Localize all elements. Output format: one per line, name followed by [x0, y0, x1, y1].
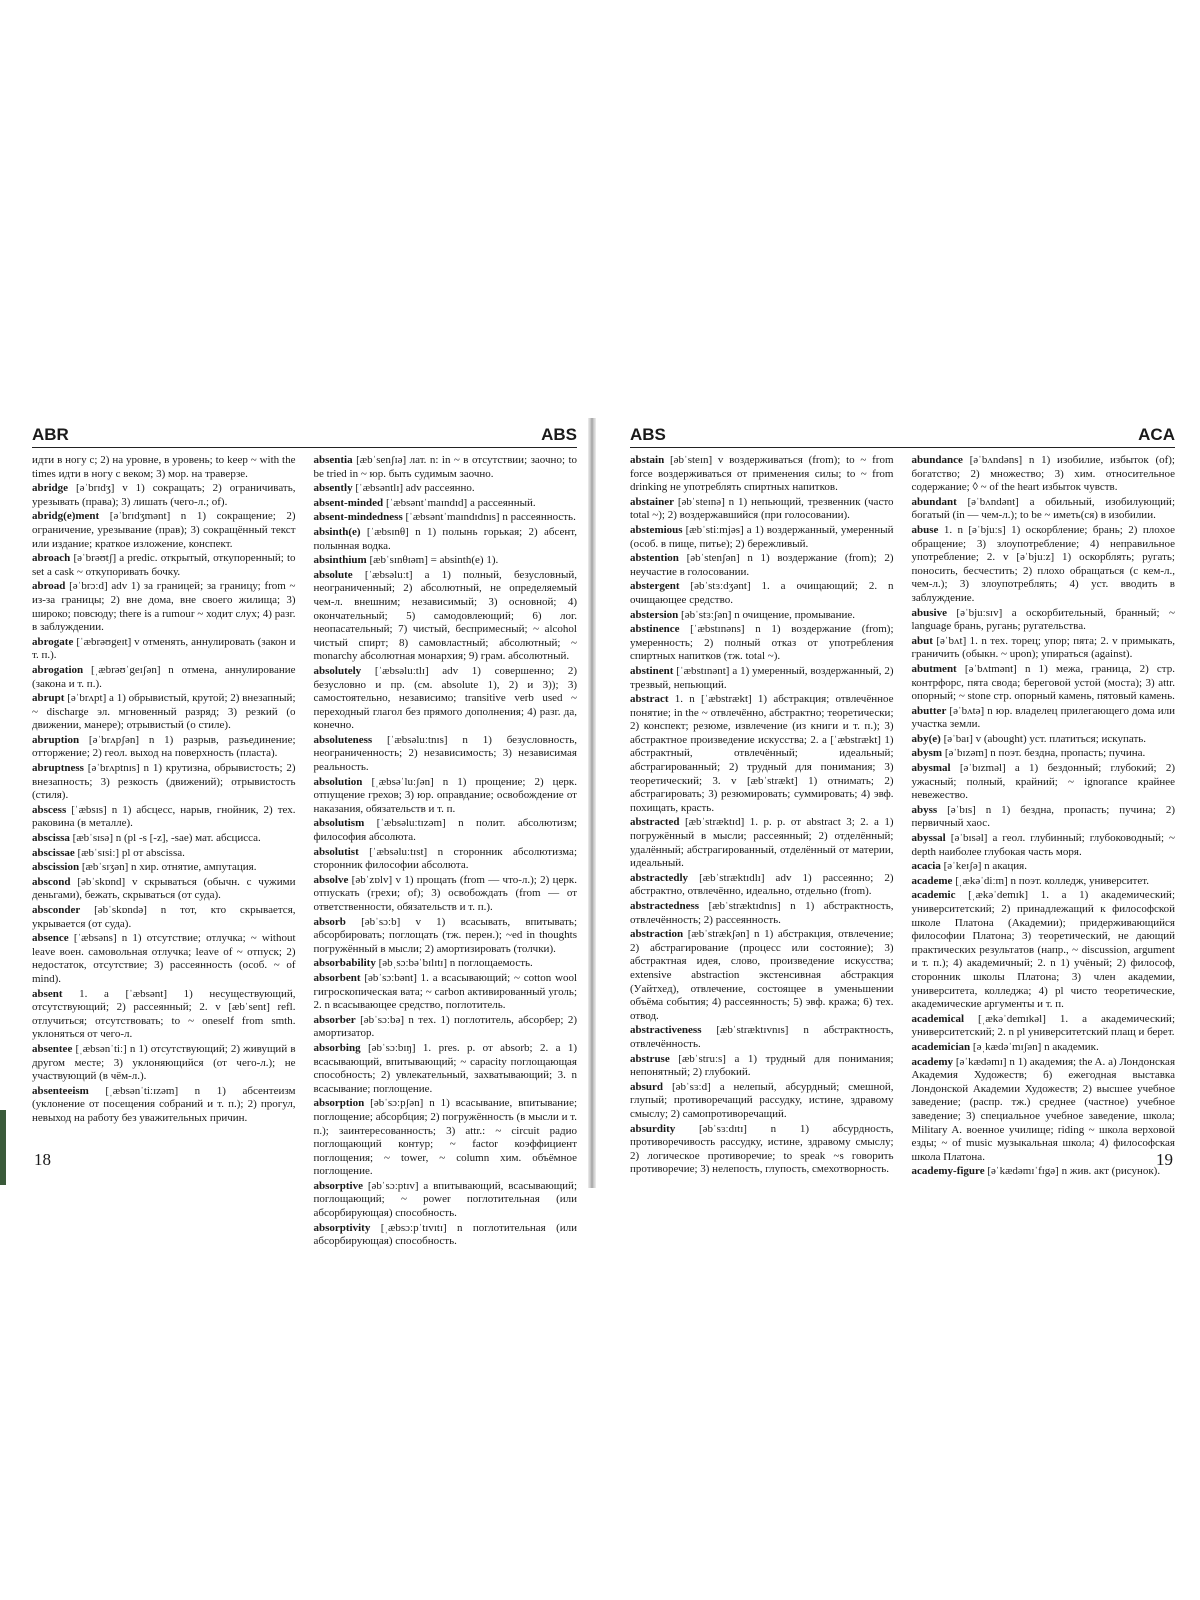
dictionary-entry — [630, 872, 894, 899]
entry-headword: abundance — [911, 454, 963, 466]
dictionary-entry — [912, 804, 1176, 831]
dictionary-entry — [314, 1097, 578, 1179]
entry-definition: [əˌkædəˈmɪʃən] n академик. — [972, 1040, 1099, 1053]
left-page-number: 18 — [34, 1150, 51, 1169]
entry-headword: abrogation — [32, 663, 84, 676]
dictionary-entry — [32, 904, 296, 931]
entry-headword: abstemious — [630, 523, 683, 536]
entry-definition: [əbˈsɔːptɪv] a впитывающий, всасывающий; поглощающий; ~ power поглотительная (или абсорбирующая) способность. — [313, 1179, 577, 1220]
dictionary-entry — [630, 1123, 894, 1177]
dictionary-entry — [912, 860, 1176, 874]
entry-headword: abridg(e)ment — [32, 510, 100, 523]
entry-definition: [əˈbrʌpʃən] n 1) разрыв, разъединение; отторжение; 2) геол. выход на поверхность (пласта). — [32, 733, 296, 760]
entry-definition: [ˌækəˈdemɪk] 1. a 1) академический; университетский; 2) принадлежащий к философской школе Платона (Академии); придерживающийся философии Платона; 3) теоретический, не дающий практических результатов (напр., ~ discussion, argument и т. п.); 4) академичный; 2. n 1) учёный; 2) философ, сторонник школы Платона; 3) член академии, университета, колледжа; 4) pl чисто теоретические, академические аргументы и т. п. — [911, 889, 1175, 1011]
entry-definition: [əˈbrʌptnɪs] n 1) крутизна, обрывистость; 2) внезапность; 3) резкость (движений); отрывистость (стиля). — [32, 762, 296, 802]
dictionary-entry — [630, 928, 894, 1023]
dictionary-entry — [314, 916, 578, 957]
entry-headword: absence — [32, 932, 69, 945]
entry-headword: academy-figure — [911, 1165, 985, 1178]
entry-headword: abstracted — [630, 816, 680, 829]
dictionary-entry — [314, 1222, 578, 1249]
dictionary-entry — [912, 1041, 1176, 1055]
dictionary-entry — [32, 847, 296, 861]
entry-definition: 1. n [ˈæbstrækt] 1) абстракция; отвлечённое понятие; in the ~ отвлечённо, абстрактно; теоретически; 2) конспект; резюме, извлечение (из книги и т. п.); 3) абстрактное произведение искусства; 2. a [ˈæbstrækt] 1) абстрактный, отвлечённый; идеальный; абстрагированный; 2) трудный для понимания; 3) теоретический; 3. v [æbˈstrækt] 1) отнимать; 2) абстрагировать; 3) резюмировать; суммировать; 4) эвф. похищать, красть. — [630, 693, 894, 814]
entry-headword: absoluteness — [313, 733, 373, 746]
dictionary-entry — [630, 1053, 894, 1080]
book-gutter — [588, 418, 596, 1188]
dictionary-entry — [912, 635, 1176, 662]
dictionary-entry — [314, 1042, 578, 1096]
dictionary-entry — [314, 569, 578, 664]
entry-headword: abstraction — [630, 928, 684, 941]
entry-headword: absurdity — [630, 1122, 676, 1135]
entry-definition: [əˈbaɪ] v (abought) уст. платиться; искупать. — [943, 732, 1147, 745]
entry-headword: absinth(e) — [313, 525, 361, 538]
entry-definition: [əbˈzɒlv] v 1) прощать (from — что-л.); 2) церк. отпускать (грехи; of); 3) освобождать (from — от ответственности, обязательств и т. п.). — [313, 873, 577, 913]
entry-definition: [ˈæbrəʊgeɪt] v отменять, аннулировать (закон и т. п.). — [32, 635, 296, 662]
right-page-number: 19 — [1156, 1150, 1173, 1169]
dictionary-entry — [32, 932, 296, 986]
entry-headword: abstract — [630, 693, 669, 706]
left-page — [32, 425, 578, 1248]
entry-definition: [æbˈsɪsə] n (pl -s [-z], -sae) мат. абсцисса. — [72, 832, 261, 845]
entry-headword: abysmal — [911, 762, 951, 775]
entry-headword: absent-mindedness — [313, 511, 403, 524]
entry-definition: [ˈæbsəntˈmaɪndɪd] a рассеянный. — [385, 496, 536, 509]
dictionary-entry — [912, 1165, 1176, 1179]
entry-headword: absorptivity — [313, 1221, 371, 1234]
entry-headword: abstruse — [630, 1052, 670, 1065]
dictionary-entry — [32, 580, 296, 634]
dictionary-entry — [32, 482, 296, 509]
entry-definition: [ˈæbsəluːtɪst] n сторонник абсолютизма; сторонник философии абсолюта. — [313, 845, 577, 872]
dictionary-entry — [912, 524, 1176, 606]
entry-definition: идти в ногу с; 2) на уровне, в уровень; to keep ~ with the times идти в ногу с веком; 3) мор. на траверзе. — [32, 454, 296, 480]
entry-headword: abroach — [32, 552, 71, 565]
dictionary-entry — [314, 846, 578, 873]
entry-definition: [əˈbrɪdʒmənt] n 1) сокращение; 2) ограничение, урезывание (прав); 3) сокращённый текст или издание; краткое изложение, конспект. — [32, 510, 296, 550]
entry-definition: [əbˈsɔːbə] n тех. 1) поглотитель, абсорбер; 2) амортизатор. — [313, 1013, 578, 1040]
entry-definition: [ˈæbsəntˈmaɪndɪdnɪs] n рассеянность. — [405, 511, 576, 524]
dictionary-entry — [314, 554, 578, 568]
dictionary-entry — [314, 776, 578, 817]
entry-definition: [ˌæbsɔːpˈtɪvɪtɪ] n поглотительная (или абсорбирующая) способность. — [313, 1221, 578, 1248]
entry-definition: [əˈbɪzməl] a 1) бездонный; глубокий; 2) ужасный; полный, крайний; ~ ignorance крайнее невежество. — [911, 762, 1175, 802]
entry-headword: abscissa — [32, 832, 70, 845]
entry-definition: [əbˈstenʃən] n 1) воздержание (from); 2) неучастие в голосовании. — [630, 552, 894, 578]
dictionary-entry — [32, 636, 296, 663]
dictionary-entry — [314, 734, 578, 775]
entry-headword: abruption — [32, 733, 80, 746]
entry-definition: [əˈkeɪʃə] n акация. — [943, 860, 1027, 873]
entry-headword: academic — [911, 889, 956, 902]
dictionary-entry — [912, 1013, 1176, 1040]
entry-definition: [ˌæbsənˈtiːɪzəm] n 1) абсентеизм (уклонение от посещения собраний и т. п.); 2) прогул, невыход на работу без уважительных причин. — [32, 1084, 296, 1124]
dictionary-entry — [32, 988, 296, 1042]
left-column-1 — [32, 454, 296, 1134]
dictionary-entry — [630, 496, 894, 523]
entry-definition: [ˈæbsəluːt] a 1) полный, безусловный, неограниченный; 2) абсолютный, не определяемый чем-л. внешним; независимый; 3) основной; 4) окончательный; 5) самодовлеющий; 6) лог. неопасательный; 7) чистый, беспримесный; ~ alcohol чистый спирт; 8) самовластный; абсолютный; ~ monarchy абсолютная монархия; 9) грам. абсолютный. — [313, 568, 578, 663]
entry-definition: [əˈbʌtmənt] n 1) межа, граница, 2) стр. контрфорс, пята свода; береговой устой (моста); 3) attr. опорный; ~ stone стр. опорный камень, пятовый камень. — [911, 662, 1175, 703]
entry-headword: absolution — [313, 775, 363, 788]
entry-headword: abstractedness — [630, 900, 700, 912]
entry-headword: absent-minded — [313, 496, 384, 509]
entry-definition: [əˈbʌndənt] a обильный, изобилующий; богатый (in — чем-л.); to be ~ иметь(ся) в изобилии. — [911, 495, 1175, 522]
dictionary-entry — [912, 454, 1176, 495]
entry-headword: abridge — [32, 482, 69, 495]
dictionary-entry — [32, 861, 296, 875]
left-head-first-word: ABR — [32, 425, 69, 444]
dictionary-entry — [32, 1085, 296, 1126]
entry-definition: [ˈæbstɪnəns] n 1) воздержание (from); умеренность; 2) полный отказ от употребления спиртных напитков (тж. total ~). — [630, 623, 894, 663]
dictionary-entry — [912, 762, 1176, 803]
entry-definition: [əˈkædəmɪˈfɪgə] n жив. акт (рисунок). — [987, 1165, 1161, 1178]
entry-definition: [əˈbʌtə] n юр. владелец прилегающего дома или участка земли. — [911, 704, 1176, 731]
dictionary-entry — [314, 454, 578, 481]
left-head-last-word: ABS — [541, 425, 577, 444]
entry-headword: absconder — [32, 904, 81, 916]
dictionary-entry — [630, 454, 894, 495]
dictionary-entry — [630, 1081, 894, 1122]
entry-definition: [əbˈskɒnd] v скрываться (обычн. с чужими деньгами), бежать, скрываться (от суда). — [32, 875, 296, 902]
entry-definition: [əˈbrɪdʒ] v 1) сокращать; 2) ограничивать, урезывать (права); 3) лишать (чего-л.; of). — [32, 482, 296, 508]
entry-definition: [ˈæbstɪnənt] a 1) умеренный, воздержанный, 2) трезвый, непьющий. — [630, 664, 894, 691]
entry-headword: absently — [313, 482, 353, 495]
entry-definition: [əˈbrəʊtʃ] a predic. открытый, откупоренный; to set a cask ~ откупоривать бочку. — [32, 552, 296, 578]
right-column-1 — [630, 454, 894, 1176]
dictionary-entry — [630, 816, 894, 870]
entry-headword: abysm — [911, 747, 943, 760]
entry-definition: [əbˈsteɪnə] n 1) непьющий, трезвенник (часто total ~); 2) воздержавшийся (при голосовании). — [630, 495, 894, 522]
dictionary-entry — [314, 957, 578, 971]
entry-headword: abusive — [911, 606, 947, 619]
entry-headword: absorbent — [313, 971, 361, 984]
entry-headword: abuse — [911, 523, 939, 536]
entry-headword: absolutely — [313, 664, 362, 677]
entry-definition: [ˈæbsəns] n 1) отсутствие; отлучка; ~ without leave воен. самовольная отлучка; leave of ~ отпуск; 2) недостаток, отсутствие; 3) рассеянность (особ. ~ of mind). — [32, 932, 296, 985]
entry-headword: absolve — [313, 873, 349, 886]
entry-headword: absorptive — [313, 1179, 363, 1192]
entry-definition: [æbˈstruːs] a 1) трудный для понимания; непонятный; 2) глубокий. — [630, 1052, 894, 1079]
dictionary-entry — [630, 552, 894, 579]
entry-headword: abutter — [911, 704, 947, 717]
entry-headword: abundant — [911, 495, 957, 508]
dictionary-entry — [912, 747, 1176, 761]
entry-headword: absenteeism — [32, 1084, 89, 1097]
entry-headword: absorption — [313, 1097, 365, 1110]
entry-definition: [ˌækəˈdemɪkəl] 1. a академический; университетский; 2. n pl университетский плащ и берет. — [911, 1012, 1175, 1039]
dictionary-entry — [630, 665, 894, 692]
entry-headword: abscess — [32, 803, 67, 816]
dictionary-entry — [314, 497, 578, 511]
dictionary-entry — [912, 832, 1176, 859]
dictionary-entry — [912, 1056, 1176, 1165]
right-head-first-word: ABS — [630, 425, 666, 444]
entry-headword: academician — [911, 1040, 971, 1053]
entry-definition: [ˈæbsɪnθ] n 1) полынь горькая; 2) абсент, полынная водка. — [313, 525, 578, 552]
dictionary-entry — [32, 664, 296, 691]
entry-definition: [əbˈsɔːbənt] 1. a всасывающий; ~ cotton wool гигроскопическая вата; ~ carbon активированный уголь; 2. n всасывающее средство, поглотитель. — [313, 971, 577, 1012]
dictionary-entry — [912, 663, 1176, 704]
entry-headword: abyss — [911, 803, 938, 816]
entry-headword: absolutism — [313, 817, 365, 830]
dictionary-entry — [32, 876, 296, 903]
page-edge-mark — [0, 1110, 6, 1185]
entry-definition: [ˈæbsəluːtlɪ] adv 1) совершенно; 2) безусловно и пр. (см. absolute 1), 2) и 3)); 3) самостоятельно, независимо; transitive verb used ~ переходный глагол без прямого дополнения; 4) разг. да, конечно. — [313, 664, 577, 732]
entry-headword: absurd — [630, 1080, 664, 1093]
right-head-last-word: ACA — [1138, 425, 1175, 444]
entry-headword: abruptness — [32, 762, 84, 775]
dictionary-entry — [32, 510, 296, 551]
entry-definition: [əˈbjuːsɪv] a оскорбительный, бранный; ~ language брань, ругань; ругательства. — [911, 606, 1175, 633]
entry-definition: [əbˌsɔːbəˈbɪlɪtɪ] n поглощаемость. — [378, 957, 533, 970]
entry-definition: [əˈbrʌpt] a 1) обрывистый, крутой; 2) внезапный; ~ discharge эл. мгновенный разряд; 3) резкий (о движении, манере); отрывистый (о стиле). — [32, 692, 296, 732]
dictionary-entry — [32, 762, 296, 803]
entry-headword: abstinent — [630, 664, 674, 677]
dictionary-entry — [314, 972, 578, 1013]
entry-definition: [əbˈskɒndə] n тот, кто скрывается, укрывается (от суда). — [32, 904, 296, 930]
entry-definition: [ˌæbrəʊˈgeɪʃən] n отмена, аннулирование (закона и т. п.). — [32, 663, 296, 690]
dictionary-entry — [630, 900, 894, 927]
dictionary-entry — [912, 496, 1176, 523]
dictionary-entry — [32, 692, 296, 733]
entry-definition: [əbˈstɜːʃən] n очищение, промывание. — [681, 608, 855, 621]
entry-headword: absent — [32, 987, 63, 1000]
entry-definition: [æbˈsɪʒən] n хир. отнятие, ампутация. — [81, 861, 257, 874]
dictionary-entry — [630, 693, 894, 815]
dictionary-entry — [32, 454, 296, 481]
dictionary-entry — [314, 1014, 578, 1041]
entry-definition: [əbˈsɜːd] a нелепый, абсурдный; смешной, глупый; противоречащий рассудку, истине, здравому смыслу; 2) самопротиворечащий. — [630, 1080, 894, 1120]
entry-headword: abut — [911, 634, 933, 647]
entry-definition: 1. n [əˈbjuːs] 1) оскорбление; брань; 2) плохое обращение; 3) злоупотребление; 4) неправильное употребление; 2. v [əˈbjuːz] 1) оскорблять; ругать; поносить, бесчестить; 2) плохо обращаться (с кем-л., чем-л.); 3) злоупотреблять; 4) уст. вводить в заблуждение. — [911, 523, 1176, 604]
entry-headword: absorbability — [313, 957, 376, 970]
entry-headword: abstain — [630, 454, 665, 466]
entry-headword: abroad — [32, 580, 66, 593]
entry-headword: abutment — [911, 662, 957, 675]
entry-definition: [ˈæbsəluːtnɪs] n 1) безусловность, неограниченность; 2) независимость; 3) независимая реальность. — [313, 733, 577, 774]
entry-definition: [əˈbɪsəl] a геол. глубинный; глубоководный; ~ depth наиболее глубокая часть моря. — [911, 832, 1176, 858]
entry-definition: [æbˈsenʃɪə] лат. n: in ~ в отсутствии; заочно; to be tried in ~ юр. быть судимым заочно. — [313, 454, 578, 480]
entry-headword: abstinence — [630, 623, 680, 636]
dictionary-entry — [314, 874, 578, 915]
entry-definition: [əˈbɪs] n 1) бездна, пропасть; пучина; 2) первичный хаос. — [911, 803, 1175, 830]
entry-headword: abyssal — [911, 832, 946, 845]
dictionary-entry — [630, 609, 894, 623]
entry-definition: [æbˈsɪsiː] pl от abscissa. — [77, 846, 185, 859]
dictionary-entry — [314, 482, 578, 496]
dictionary-entry — [32, 552, 296, 579]
dictionary-entry — [630, 1024, 894, 1051]
entry-definition: [æbˈstræktɪdlɪ] adv 1) рассеянно; 2) абстрактно, отвлечённо, идеально, отдельно (from). — [630, 871, 894, 898]
entry-headword: absolute — [313, 568, 353, 581]
entry-headword: absentia — [313, 454, 353, 466]
dictionary-entry — [912, 733, 1176, 747]
left-column-2 — [313, 454, 578, 1248]
dictionary-entry — [314, 511, 578, 525]
entry-headword: aby(e) — [911, 732, 941, 745]
entry-headword: abscissae — [32, 846, 75, 859]
entry-definition: [əbˈsɔːb] v 1) всасывать, впитывать; абсорбировать; поглощать (тж. перен.); ~ed in thoughts погружённый в мысли; 2) амортизировать (толчки). — [313, 915, 578, 955]
right-running-head — [630, 425, 1175, 448]
dictionary-entry — [912, 889, 1176, 1011]
entry-definition: [ˌækəˈdiːm] n поэт. колледж, университет. — [955, 874, 1149, 887]
entry-definition: [ˈæbsəluːtɪzəm] n полит. абсолютизм; философия абсолюта. — [313, 817, 577, 844]
dictionary-entry — [32, 734, 296, 761]
entry-definition: [æbˈstræktɪdnɪs] n 1) абстрактность, отвлечённость; 2) рассеянность. — [630, 900, 894, 926]
entry-headword: abstergent — [630, 580, 680, 593]
dictionary-entry — [314, 665, 578, 733]
dictionary-entry — [630, 580, 894, 607]
entry-definition: [æbˈstiːmjəs] a 1) воздержанный, умеренный (особ. в пище, питье); 2) бережливый. — [630, 523, 894, 550]
entry-headword: abscond — [32, 875, 71, 888]
entry-headword: academe — [911, 874, 953, 887]
entry-definition: [əˈbʌndəns] n 1) изобилие, избыток (of); богатство; 2) множество; 3) хим. относительное содержание; ◊ ~ of the heart избыток чувств. — [911, 454, 1175, 494]
entry-definition: 1. a [ˈæbsənt] 1) несуществующий, отсутствующий; 2) рассеянный; 2. v [æbˈsent] refl. отлучиться; отсутствовать; to ~ oneself from smth. уклоняться от чего-л. — [32, 987, 296, 1041]
entry-headword: abstractiveness — [630, 1024, 702, 1037]
dictionary-entry — [912, 607, 1176, 634]
entry-definition: [əbˈsɜːdɪtɪ] n 1) абсурдность, противоречивость рассудку, истине, здравому смыслу; 2) логическое противоречие; to speak ~s говорить противоречие; 3) нелепость, глупость, смехотворность. — [630, 1122, 894, 1176]
entry-headword: abrogate — [32, 635, 74, 648]
entry-definition: [æbˈstrækʃən] n 1) абстракция, отвлечение; 2) абстрагирование (процесс или состояние); 3) абстрактная идея, слово, произведение искусства; extensive abstraction экстенсивная абстракция (Уайтхед), отвлечение, состоящее в уменьшении объёма события; 4) рассеянность; 5) эвф. кража; 6) тех. отвод. — [630, 928, 894, 1022]
dictionary-entry — [314, 526, 578, 553]
entry-definition: [ˈæbsəntlɪ] adv рассеянно. — [355, 482, 475, 495]
dictionary-entry — [314, 817, 578, 844]
entry-definition: [ˌæbsənˈtiː] n 1) отсутствующий; 2) живущий в другом месте; 3) уклоняющийся (от чего-л.); не участвующий (в чём-л.). — [32, 1042, 296, 1083]
entry-definition: [əˈkædəmɪ] n 1) академия; the A. a) Лондонская Академия Художеств; б) ежегодная выставка Лондонской Академии Художеств; 2) высшее учебное заведение; (распр. тж.) среднее (частное) учебное заведение; 3) специальное учебное заведение, школа; Military A. военное училище; riding ~ школа верховой езды; ~ of music музыкальная школа; 4) философская школа Платона. — [911, 1055, 1175, 1163]
right-page — [630, 425, 1176, 1178]
entry-definition: [ˌæbsəˈluːʃən] n 1) прощение; 2) церк. отпущение грехов; 3) юр. оправдание; освобождение от наказания, обязательств и т. п. — [313, 775, 578, 815]
dictionary-entry — [32, 1043, 296, 1084]
entry-headword: abrupt — [32, 692, 65, 705]
dictionary-entry — [912, 705, 1176, 732]
entry-definition: [æbˈstræktɪd] 1. p. p. от abstract 3; 2. a 1) погружённый в мысли; рассеянный; 2) отделённый; удалённый; абстрагированный, отделённый от материи, идеальный. — [630, 816, 894, 870]
entry-definition: [əbˈsteɪn] v воздерживаться (from); to ~ from force воздерживаться от применения силы; to ~ from drinking не употреблять спиртных напитков. — [630, 454, 894, 494]
entry-definition: [əˈbʌt] 1. n тех. торец; упор; пята; 2. v примыкать, граничить (обыкн. ~ upon); упираться (against). — [911, 634, 1176, 661]
entry-headword: absorber — [313, 1013, 356, 1026]
entry-definition: [æbˈstræktɪvnɪs] n абстрактность, отвлечённость. — [630, 1024, 894, 1050]
entry-headword: abscission — [32, 861, 80, 874]
left-running-head — [32, 425, 577, 448]
dictionary-entry — [32, 832, 296, 846]
entry-headword: abstersion — [630, 608, 679, 621]
entry-headword: absorbing — [313, 1041, 361, 1054]
entry-headword: academy — [911, 1055, 954, 1068]
dictionary-entry — [630, 623, 894, 664]
entry-definition: [ˈæbsɪs] n 1) абсцесс, нарыв, гнойник, 2) тех. раковина (в металле). — [32, 803, 296, 830]
entry-headword: acacia — [911, 860, 941, 873]
entry-definition: [əbˈsɔːbɪŋ] 1. pres. p. от absorb; 2. a 1) всасывающий, впитывающий; ~ capacity поглощающая способность; 2) увлекательный, захватывающий; 3. n всасывание; поглощение. — [313, 1041, 578, 1095]
entry-definition: [æbˈsɪnθɪəm] = absinth(e) 1). — [369, 554, 499, 567]
entry-headword: academical — [911, 1012, 965, 1025]
entry-headword: abstention — [630, 552, 679, 565]
entry-definition: [əˈbrɔːd] adv 1) за границей; за границу; from ~ из-за границы; 2) вне дома, вне своего жилища; 3) широко; повсюду; there is a rumour ~ ходит слух; 4) разг. в заблуждении. — [32, 580, 296, 634]
entry-definition: [əbˈsɔːpʃən] n 1) всасывание, впитывание; поглощение; абсорбция; 2) погружённость (в мысли и т. п.); заинтересованность; 3) attr.: ~ circuit радио поглощающий контур; ~ factor коэффициент поглощения; ~ tower, ~ column хим. объёмное поглощение. — [313, 1097, 578, 1178]
dictionary-entry — [314, 1180, 578, 1221]
entry-definition: [əbˈstɜːdʒənt] 1. a очищающий; 2. n очищающее средство. — [630, 580, 894, 606]
entry-headword: absinthium — [313, 554, 367, 567]
entry-headword: abstainer — [630, 495, 674, 508]
entry-headword: abstractedly — [630, 871, 689, 884]
dictionary-entry — [912, 875, 1176, 889]
entry-headword: absorb — [313, 915, 346, 928]
entry-definition: [əˈbɪzəm] n поэт. бездна, пропасть; пучина. — [944, 747, 1146, 760]
entry-headword: absolutist — [313, 845, 359, 858]
dictionary-entry — [32, 804, 296, 831]
dictionary-entry — [630, 524, 894, 551]
entry-headword: absentee — [32, 1042, 73, 1055]
